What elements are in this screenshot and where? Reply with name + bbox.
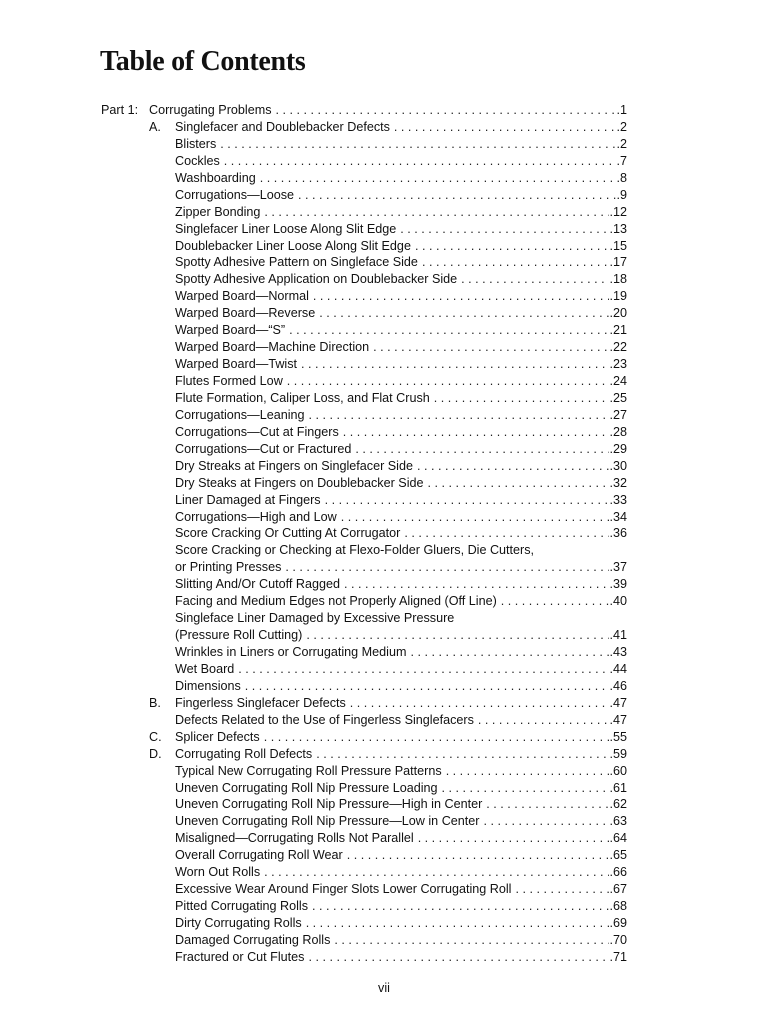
toc-entry-row[interactable]: [101, 322, 627, 339]
toc-entry-row[interactable]: [101, 390, 627, 407]
entry-title: Corrugations—High and Low: [175, 509, 337, 524]
entry-page-number: .7: [616, 153, 627, 168]
dot-leader: [428, 475, 610, 492]
dot-leader: [461, 271, 609, 288]
dot-leader: [238, 661, 609, 678]
toc-entry-row[interactable]: [101, 593, 627, 610]
entry-page-number: .15: [609, 238, 627, 253]
dot-leader: [245, 678, 610, 695]
toc-entry: [175, 305, 627, 322]
entry-page-number: .13: [609, 221, 627, 236]
toc-entry: [175, 593, 627, 610]
entry-page-number: .62: [609, 797, 627, 812]
toc-entry-row[interactable]: [101, 356, 627, 373]
toc-entry: [175, 407, 627, 424]
entry-title: Spotty Adhesive Pattern on Singleface Side: [175, 255, 418, 270]
entry-page-number: .41: [609, 628, 627, 643]
toc-entry-row[interactable]: [101, 373, 627, 390]
toc-entry: [175, 559, 627, 576]
dot-leader: [298, 187, 616, 204]
dot-leader: [224, 153, 617, 170]
toc-entry-row[interactable]: [101, 610, 627, 627]
entry-page-number: .27: [609, 407, 627, 422]
entry-title: Dry Steaks at Fingers on Doublebacker Side: [175, 475, 424, 490]
entry-page-number: .47: [609, 712, 627, 727]
toc-entry: [175, 390, 627, 407]
entry-title: Excessive Wear Around Finger Slots Lower Corrugating Roll: [175, 882, 512, 897]
entry-title: Score Cracking Or Cutting At Corrugator: [175, 526, 401, 541]
entry-page-number: .17: [609, 255, 627, 270]
dot-leader: [260, 170, 617, 187]
toc-entry: [175, 441, 627, 458]
entry-title: Corrugations—Cut at Fingers: [175, 424, 339, 439]
toc-section-row[interactable]: [101, 729, 627, 746]
entry-page-number: .28: [609, 424, 627, 439]
dot-leader: [313, 288, 610, 305]
entry-page-number: .65: [609, 848, 627, 863]
toc-entry-row[interactable]: [101, 509, 627, 526]
toc-entry: [175, 627, 627, 644]
toc-entry: [175, 254, 627, 271]
entry-title: Warped Board—Machine Direction: [175, 340, 370, 355]
toc-entry: [175, 949, 627, 966]
dot-leader: [484, 813, 610, 830]
toc-entry: [175, 153, 627, 170]
toc-entry: [175, 830, 627, 847]
entry-page-number: .18: [609, 272, 627, 287]
entry-title: Cockles: [175, 153, 220, 168]
entry-title: Worn Out Rolls: [175, 865, 261, 880]
dot-leader: [478, 712, 610, 729]
toc-entry-row[interactable]: [101, 542, 627, 559]
dot-leader: [446, 763, 610, 780]
toc-entry: [175, 356, 627, 373]
entry-title: Warped Board—Normal: [175, 289, 309, 304]
toc-entry-row[interactable]: [101, 576, 627, 593]
entry-page-number: .37: [609, 560, 627, 575]
toc-entry: [175, 763, 627, 780]
entry-page-number: .43: [609, 645, 627, 659]
toc-entry: [175, 373, 627, 390]
section-letter: C.: [149, 729, 162, 744]
toc-entry: [175, 898, 627, 915]
toc-entry: [175, 915, 627, 932]
entry-page-number: .69: [609, 916, 627, 930]
entry-page-number: .21: [609, 323, 627, 338]
entry-title: Uneven Corrugating Roll Nip Pressure—High in Center: [175, 797, 483, 812]
toc-entry-row[interactable]: [101, 813, 627, 830]
toc-entry: [175, 695, 627, 712]
entry-page-number: .9: [616, 187, 627, 202]
dot-leader: [308, 949, 609, 966]
toc-entry: [175, 881, 627, 898]
entry-page-number: .39: [609, 577, 627, 592]
entry-page-number: .20: [609, 306, 627, 321]
entry-page-number: .36: [609, 526, 627, 541]
entry-title: Slitting And/Or Cutoff Ragged: [175, 577, 340, 592]
toc-entry: [175, 136, 627, 153]
entry-page-number: .68: [609, 899, 627, 914]
entry-title: Pitted Corrugating Rolls: [175, 899, 308, 914]
toc-section-row[interactable]: [101, 119, 627, 136]
toc-entry-row[interactable]: [101, 661, 627, 678]
toc-entry-row[interactable]: [101, 271, 627, 288]
toc-entry-row[interactable]: [101, 525, 627, 542]
entry-title: Warped Board—Twist: [175, 357, 298, 372]
page-title: Table of Contents: [100, 46, 306, 77]
toc-entry: [175, 661, 627, 678]
dot-leader: [264, 864, 609, 881]
entry-title: Corrugating Roll Defects: [175, 746, 313, 761]
toc-entry: [175, 644, 627, 661]
page-number: vii: [378, 981, 390, 995]
entry-title: Corrugating Problems: [149, 103, 272, 117]
toc-entry: [175, 492, 627, 509]
toc-entry: [175, 475, 627, 492]
toc-section-row[interactable]: [101, 695, 627, 712]
toc-entry: [175, 678, 627, 695]
section-letter: D.: [149, 746, 162, 761]
toc-entry-row[interactable]: [101, 559, 627, 576]
entry-title: Dirty Corrugating Rolls: [175, 916, 302, 930]
entry-page-number: .29: [609, 441, 627, 456]
entry-title: Singleface Liner Damaged by Excessive Pressure: [175, 611, 455, 626]
toc-entry-row[interactable]: [101, 339, 627, 356]
entry-title: Dimensions: [175, 678, 241, 693]
entry-title: Score Cracking or Checking at Flexo-Folder Gluers, Die Cutters,: [175, 543, 535, 558]
entry-title: Doublebacker Liner Loose Along Slit Edge: [175, 238, 411, 253]
dot-leader: [501, 593, 610, 610]
entry-page-number: .34: [609, 509, 627, 524]
entry-title: Warped Board—“S”: [175, 323, 286, 338]
dot-leader: [312, 898, 609, 915]
toc-entry-row[interactable]: [101, 678, 627, 695]
entry-page-number: .23: [609, 357, 627, 372]
toc-entry-row[interactable]: [101, 187, 627, 204]
table-of-contents: [101, 102, 627, 966]
toc-entry-row[interactable]: [101, 932, 627, 949]
entry-page-number: .8: [616, 170, 627, 185]
dot-leader: [415, 238, 610, 255]
toc-entry-row[interactable]: [101, 170, 627, 187]
entry-page-number: .63: [609, 814, 627, 829]
toc-entry-row[interactable]: [101, 204, 627, 221]
dot-leader: [434, 390, 610, 407]
toc-entry: [175, 170, 627, 187]
toc-entry: [175, 729, 627, 746]
entry-page-number: .19: [609, 289, 627, 304]
toc-entry: [175, 187, 627, 204]
toc-entry: [175, 610, 627, 627]
entry-page-number: .70: [609, 932, 627, 947]
toc-entry-row[interactable]: [101, 492, 627, 509]
toc-entry-row[interactable]: [101, 221, 627, 238]
toc-entry-row[interactable]: [101, 796, 627, 813]
toc-entry: [175, 780, 627, 797]
dot-leader: [410, 644, 609, 661]
toc-entry: [175, 813, 627, 830]
toc-entry: [175, 424, 627, 441]
entry-page-number: .55: [609, 729, 627, 744]
entry-title: Singlefacer Liner Loose Along Slit Edge: [175, 221, 397, 236]
entry-page-number: .40: [609, 594, 627, 609]
dot-leader: [347, 847, 610, 864]
dot-leader: [341, 509, 610, 526]
entry-title: Zipper Bonding: [175, 204, 261, 219]
entry-page-number: .59: [609, 746, 627, 761]
toc-entry-row[interactable]: [101, 475, 627, 492]
toc-entry: [149, 102, 627, 119]
dot-leader: [442, 780, 610, 797]
toc-entry: [175, 221, 627, 238]
entry-title: Dry Streaks at Fingers on Singlefacer Side: [175, 458, 413, 473]
entry-title: Blisters: [175, 136, 217, 151]
entry-page-number: .44: [609, 661, 627, 676]
entry-title: Warped Board—Reverse: [175, 306, 316, 321]
toc-entry-row[interactable]: [101, 949, 627, 966]
toc-entry-row[interactable]: [101, 407, 627, 424]
dot-leader: [287, 373, 610, 390]
entry-title: or Printing Presses: [175, 560, 282, 575]
dot-leader: [394, 119, 617, 136]
toc-entry: [175, 238, 627, 255]
entry-title: Overall Corrugating Roll Wear: [175, 848, 343, 863]
toc-entry: [175, 509, 627, 526]
dot-leader: [355, 441, 609, 458]
toc-entry: [175, 746, 627, 763]
toc-entry: [175, 288, 627, 305]
toc-entry: [175, 322, 627, 339]
entry-page-number: .24: [609, 374, 627, 388]
entry-title: Corrugations—Loose: [175, 187, 295, 202]
entry-page-number: .71: [609, 949, 627, 964]
entry-page-number: .22: [609, 340, 627, 355]
toc-entry-row[interactable]: [101, 847, 627, 864]
entry-page-number: .61: [609, 780, 627, 795]
entry-page-number: .46: [609, 678, 627, 693]
entry-page-number: .2: [616, 136, 627, 151]
dot-leader: [373, 339, 609, 356]
entry-page-number: .32: [609, 475, 627, 490]
entry-title: Washboarding: [175, 170, 256, 185]
entry-page-number: .64: [609, 831, 627, 846]
toc-entry-row[interactable]: [101, 238, 627, 255]
dot-leader: [334, 932, 609, 949]
entry-title: Fractured or Cut Flutes: [175, 949, 305, 964]
part-label: Part 1:: [101, 103, 139, 117]
dot-leader: [417, 458, 609, 475]
entry-title: Splicer Defects: [175, 729, 260, 744]
entry-title: Flute Formation, Caliper Loss, and Flat Crush: [175, 390, 430, 405]
toc-entry: [175, 542, 627, 559]
dot-leader: [264, 204, 609, 221]
toc-part-row[interactable]: [101, 102, 627, 119]
toc-entry: [175, 847, 627, 864]
toc-entry: [175, 271, 627, 288]
toc-entry-row[interactable]: [101, 644, 627, 661]
toc-entry-row[interactable]: [101, 780, 627, 797]
toc-entry-row[interactable]: [101, 763, 627, 780]
toc-entry-row[interactable]: [101, 288, 627, 305]
toc-entry-row[interactable]: [101, 830, 627, 847]
entry-title: Typical New Corrugating Roll Pressure Patterns: [175, 763, 442, 778]
dot-leader: [325, 492, 610, 509]
toc-entry-row[interactable]: [101, 881, 627, 898]
toc-entry-row[interactable]: [101, 305, 627, 322]
dot-leader: [422, 254, 610, 271]
entry-page-number: .2: [616, 119, 627, 134]
toc-entry-row[interactable]: [101, 254, 627, 271]
dot-leader: [344, 576, 609, 593]
dot-leader: [301, 356, 609, 373]
entry-page-number: .30: [609, 458, 627, 473]
toc-entry-row[interactable]: [101, 898, 627, 915]
toc-entry: [175, 119, 627, 136]
dot-leader: [350, 695, 610, 712]
toc-entry: [175, 864, 627, 881]
toc-entry-row[interactable]: [101, 712, 627, 729]
entry-page-number: .1: [616, 103, 627, 117]
dot-leader: [400, 221, 609, 238]
entry-title: Fingerless Singlefacer Defects: [175, 695, 346, 710]
entry-title: Uneven Corrugating Roll Nip Pressure—Low in Center: [175, 814, 480, 829]
entry-page-number: .66: [609, 865, 627, 880]
dot-leader: [316, 746, 609, 763]
entry-page-number: .12: [609, 204, 627, 219]
toc-section-row[interactable]: [101, 746, 627, 763]
entry-title: Corrugations—Leaning: [175, 407, 305, 422]
entry-title: Singlefacer and Doublebacker Defects: [175, 119, 390, 134]
entry-page-number: .67: [609, 882, 627, 897]
entry-title: Damaged Corrugating Rolls: [175, 932, 331, 947]
entry-title: Wrinkles in Liners or Corrugating Medium: [175, 645, 407, 659]
toc-entry-row[interactable]: [101, 864, 627, 881]
toc-entry-row[interactable]: [101, 424, 627, 441]
section-letter: A.: [149, 119, 161, 134]
dot-leader: [264, 729, 610, 746]
toc-entry-row[interactable]: [101, 627, 627, 644]
entry-title: Uneven Corrugating Roll Nip Pressure Loading: [175, 780, 438, 795]
entry-page-number: .47: [609, 695, 627, 710]
toc-entry: [175, 932, 627, 949]
dot-leader: [285, 559, 609, 576]
toc-entry-row[interactable]: [101, 153, 627, 170]
entry-page-number: .25: [609, 390, 627, 405]
section-letter: B.: [149, 695, 161, 710]
dot-leader: [276, 102, 617, 119]
entry-title: Defects Related to the Use of Fingerless Singlefacers: [175, 712, 474, 727]
entry-title: Liner Damaged at Fingers: [175, 492, 321, 507]
entry-title: (Pressure Roll Cutting): [175, 628, 303, 643]
dot-leader: [418, 830, 610, 847]
dot-leader: [404, 525, 609, 542]
entry-title: Misaligned—Corrugating Rolls Not Parallel: [175, 831, 414, 846]
toc-entry: [175, 339, 627, 356]
toc-entry: [175, 576, 627, 593]
entry-page-number: .33: [609, 492, 627, 507]
dot-leader: [220, 136, 616, 153]
entry-title: Spotty Adhesive Application on Doublebacker Side: [175, 272, 458, 287]
entry-title: Wet Board: [175, 661, 235, 676]
dot-leader: [486, 796, 609, 813]
dot-leader: [343, 424, 610, 441]
entry-page-number: .60: [609, 763, 627, 778]
toc-entry: [175, 525, 627, 542]
toc-entry-row[interactable]: [101, 136, 627, 153]
dot-leader: [319, 305, 609, 322]
dot-leader: [309, 407, 610, 424]
toc-entry-row[interactable]: [101, 458, 627, 475]
toc-entry-row[interactable]: [101, 441, 627, 458]
toc-entry: [175, 458, 627, 475]
toc-entry: [175, 204, 627, 221]
toc-entry: [175, 712, 627, 729]
dot-leader: [306, 627, 609, 644]
entry-title: Facing and Medium Edges not Properly Aligned (Off Line): [175, 594, 497, 609]
dot-leader: [515, 881, 609, 898]
dot-leader: [289, 322, 609, 339]
toc-entry: [175, 796, 627, 813]
entry-title: Flutes Formed Low: [175, 374, 283, 388]
dot-leader: [306, 915, 610, 932]
entry-title: Corrugations—Cut or Fractured: [175, 441, 352, 456]
toc-entry-row[interactable]: [101, 915, 627, 932]
